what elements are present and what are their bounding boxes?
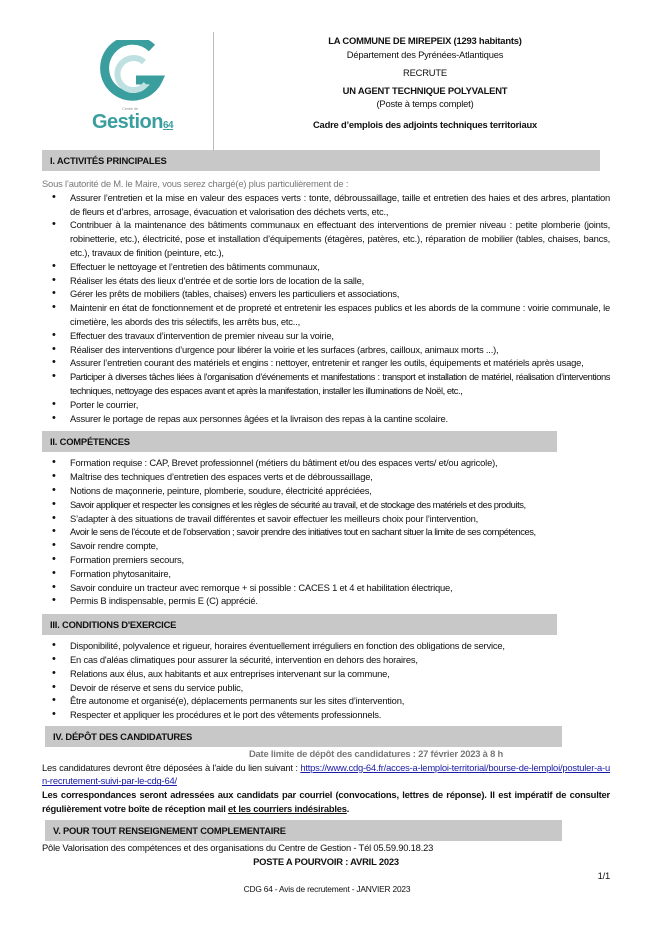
section-title-competences: II. COMPÉTENCES xyxy=(42,431,557,452)
logo-suffix: 64 xyxy=(162,120,174,131)
list-item: • Maîtrise des techniques d’entretien des espaces verts et de débroussaillage, xyxy=(42,470,610,484)
correspondence-notice xyxy=(42,788,610,816)
notice-underlined: et les courriers indésirables xyxy=(228,803,347,815)
list-item: • Devoir de réserve et sens du service public, xyxy=(42,681,610,695)
footer-text: CDG 64 - Avis de recrutement - JANVIER 2023 xyxy=(243,884,411,895)
notice-text: Les correspondances seront adressées aux candidats par courriel (convocations, lettres de réponse). Il est impératif de consulter régulièrement votre boîte de réception mail xyxy=(42,789,610,815)
competences-list xyxy=(42,456,610,608)
header-divider xyxy=(213,32,214,150)
page-number-row xyxy=(42,870,610,884)
list-item: • Savoir appliquer et respecter les consignes et les règles de sécurité au travail, et de stockage des matériels et des produits, xyxy=(42,498,610,512)
list-item: • Formation premiers secours, xyxy=(42,553,610,567)
list-item: • Relations aux élus, aux habitants et aux entreprises intervenant sur la commune, xyxy=(42,667,610,681)
recrute: RECRUTE xyxy=(403,67,447,78)
list-item: • Porter le courrier, xyxy=(42,398,610,412)
list-item: • Gérer les prêts de mobiliers (tables, chaises) envers les particuliers et associations, xyxy=(42,287,610,301)
conditions-list xyxy=(42,639,610,722)
gestion64-logo xyxy=(92,40,192,137)
header xyxy=(240,34,610,131)
logo-text: Gestion xyxy=(92,111,163,133)
activities-list xyxy=(42,191,610,426)
list-item: • Avoir le sens de l’écoute et de l’observation ; savoir prendre des initiatives tout en sachant situer la limite de ses compétences, xyxy=(42,525,610,539)
section-title-conditions: III. CONDITIONS D'EXERCICE xyxy=(42,614,557,635)
cadre-emplois: Cadre d’emplois des adjoints techniques territoriaux xyxy=(312,119,538,130)
document-body xyxy=(42,150,610,894)
list-item: • Assurer l’entretien courant des matériels et engins : nettoyer, entretenir et ranger les outils, équipements et matériels après usage, xyxy=(42,356,610,370)
page-number: 1/1 xyxy=(597,870,610,882)
job-title: UN AGENT TECHNIQUE POLYVALENT xyxy=(342,85,508,96)
list-item: • Réaliser les états des lieux d’entrée et de sortie lors de location de la salle, xyxy=(42,274,610,288)
candidature-text xyxy=(42,761,610,789)
list-item: • En cas d'aléas climatiques pour assurer la sécurité, intervention en dehors des horaires, xyxy=(42,653,610,667)
list-item: • Participer à diverses tâches liées à l’organisation d’événements et manifestations : transport et installation de matériel, réalisation d’interventions techniques, nettoyage des espaces avant et après la manifestation, installer les illuminations de Noël, etc., xyxy=(42,370,610,398)
list-item: • Permis B indispensable, permis E (C) apprécié. xyxy=(42,594,610,608)
list-item: • Savoir rendre compte, xyxy=(42,539,610,553)
candidature-intro: Les candidatures devront être déposées à l'aide du lien suivant : xyxy=(42,761,301,773)
list-item: • Effectuer des travaux d’intervention de premier niveau sur la voirie, xyxy=(42,329,610,343)
list-item: • Formation requise : CAP, Brevet professionnel (métiers du bâtiment et/ou des espaces verts/ et/ou agricole), xyxy=(42,456,610,470)
list-item: • Contribuer à la maintenance des bâtiments communaux en effectuant des interventions de premier niveau : petite plomberie (joints, robinetterie, etc.), électricité, pose et installation d’équipements (étagères, patères, etc.), réparation de mobilier (tables, chaises, bancs, etc.), travaux de finition (peinture, etc.), xyxy=(42,218,610,259)
list-item: • Réaliser des interventions d’urgence pour libérer la voirie et les surfaces (arbres, cailloux, animaux morts ...), xyxy=(42,343,610,357)
logo-wordmark xyxy=(92,111,192,137)
section-title-renseignement: V. POUR TOUT RENSEIGNEMENT COMPLEMENTAIRE xyxy=(45,820,562,841)
list-item: • Maintenir en état de fonctionnement et de propreté et entretenir les espaces publics et les abords de la commune : voirie communale, le cimetière, les abords des tris sélectifs, les arrêts bus, etc.., xyxy=(42,301,610,329)
g-logo-icon xyxy=(92,40,182,106)
list-item: • Assurer le portage de repas aux personnes âgées et la livraison des repas à la cantine scolaire. xyxy=(42,412,610,426)
list-item: • Notions de maçonnerie, peinture, plomberie, soudure, électricité appréciées, xyxy=(42,484,610,498)
section-intro: Sous l’autorité de M. le Maire, vous serez chargé(e) plus particulièrement de : xyxy=(42,178,349,189)
contact-text: Pôle Valorisation des compétences et des organisations du Centre de Gestion - Tél 05.59.90.18.23 xyxy=(42,841,434,853)
list-item: • Respecter et appliquer les procédures et le port des vêtements professionnels. xyxy=(42,708,610,722)
job-time: (Poste à temps complet) xyxy=(376,98,474,109)
application-link[interactable]: https://www.cdg-64.fr/acces-a-lemploi-territorial/bourse-de-lemploi/postuler-a-un-recrutement-suivi-par-le-cdg-64/ xyxy=(42,761,610,787)
logo-small-text: Centre de xyxy=(122,106,138,111)
deadline: Date limite de dépôt des candidatures : 27 février 2023 à 8 h xyxy=(248,747,504,759)
commune-title: LA COMMUNE DE MIREPEIX (1293 habitants) xyxy=(328,35,522,46)
list-item: • Formation phytosanitaire, xyxy=(42,567,610,581)
list-item: • Savoir conduire un tracteur avec remorque + si possible : CACES 1 et 4 et habilitation électrique, xyxy=(42,581,610,595)
section-title-activites: I. ACTIVITÉS PRINCIPALES xyxy=(42,150,600,171)
list-item: • Assurer l’entretien et la mise en valeur des espaces verts : tonte, débroussaillage, taille et entretien des haies et des arbres, plantation de fleurs et d’arbres, arrosage, évacuation et valorisation des déchets verts, etc., xyxy=(42,191,610,219)
list-item: • Effectuer le nettoyage et l’entretien des bâtiments communaux, xyxy=(42,260,610,274)
list-item: • Être autonome et organisé(e), déplacements permanents sur les sites d’intervention, xyxy=(42,694,610,708)
section-title-depot: IV. DÉPÔT DES CANDIDATURES xyxy=(45,726,562,747)
department: Département des Pyrénées-Atlantiques xyxy=(346,49,504,60)
list-item: • Disponibilité, polyvalence et rigueur, horaires éventuellement irréguliers en fonction des obligations de service, xyxy=(42,639,610,653)
poste-date: POSTE A POURVOIR : AVRIL 2023 xyxy=(253,855,399,867)
list-item: • S’adapter à des situations de travail différentes et savoir effectuer les meilleurs choix pour l’intervention, xyxy=(42,512,610,526)
notice-end: . xyxy=(346,803,350,815)
